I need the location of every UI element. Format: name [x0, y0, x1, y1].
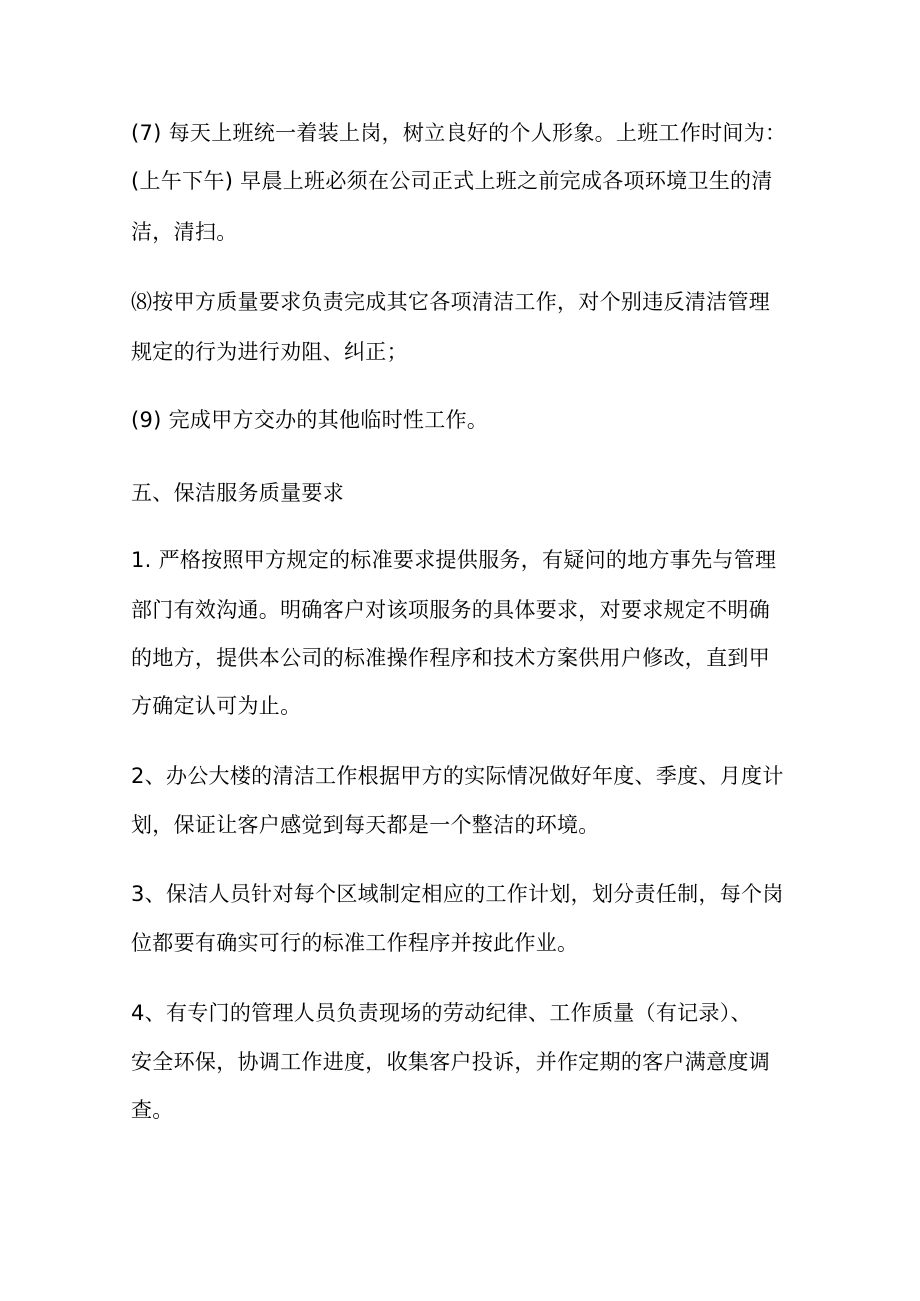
req-2-line-1: 2、办公大楼的清洁工作根据甲方的实际情况做好年度、季度、月度计	[131, 764, 784, 788]
item-7-line-3: 洁，清扫。	[131, 220, 238, 244]
req-4-line-3: 查。	[131, 1098, 174, 1122]
section-heading: 五、保洁服务质量要求	[131, 481, 344, 505]
req-4-line-1: 4、有专门的管理人员负责现场的劳动纪律、工作质量（有记录）、	[131, 1001, 752, 1025]
item-9-line-1: (9) 完成甲方交办的其他临时性工作。	[131, 408, 489, 432]
item-8-line-2: 规定的行为进行劝阻、纠正；	[131, 340, 408, 364]
req-4-line-2: 安全环保，协调工作进度，收集客户投诉，并作定期的客户满意度调	[131, 1050, 770, 1074]
req-1-line-4: 方确定认可为止。	[131, 694, 302, 718]
req-1-line-2: 部门有效沟通。明确客户对该项服务的具体要求，对要求规定不明确	[131, 598, 770, 622]
item-7-line-2: (上午下午) 早晨上班必须在公司正式上班之前完成各项环境卫生的清	[131, 169, 773, 193]
req-1-line-3: 的地方，提供本公司的标准操作程序和技术方案供用户修改，直到甲	[131, 646, 770, 670]
item-8-line-1: ⑻按甲方质量要求负责完成其它各项清洁工作，对个别违反清洁管理	[131, 290, 770, 314]
req-2-line-2: 划，保证让客户感觉到每天都是一个整洁的环境。	[131, 813, 600, 837]
req-1-line-1: 1. 严格按照甲方规定的标准要求提供服务，有疑问的地方事先与管理	[131, 548, 777, 572]
item-7-line-1: (7) 每天上班统一着装上岗，树立良好的个人形象。上班工作时间为：	[131, 121, 787, 145]
req-3-line-1: 3、保洁人员针对每个区域制定相应的工作计划，划分责任制，每个岗	[131, 882, 784, 906]
req-3-line-2: 位都要有确实可行的标准工作程序并按此作业。	[131, 931, 579, 955]
